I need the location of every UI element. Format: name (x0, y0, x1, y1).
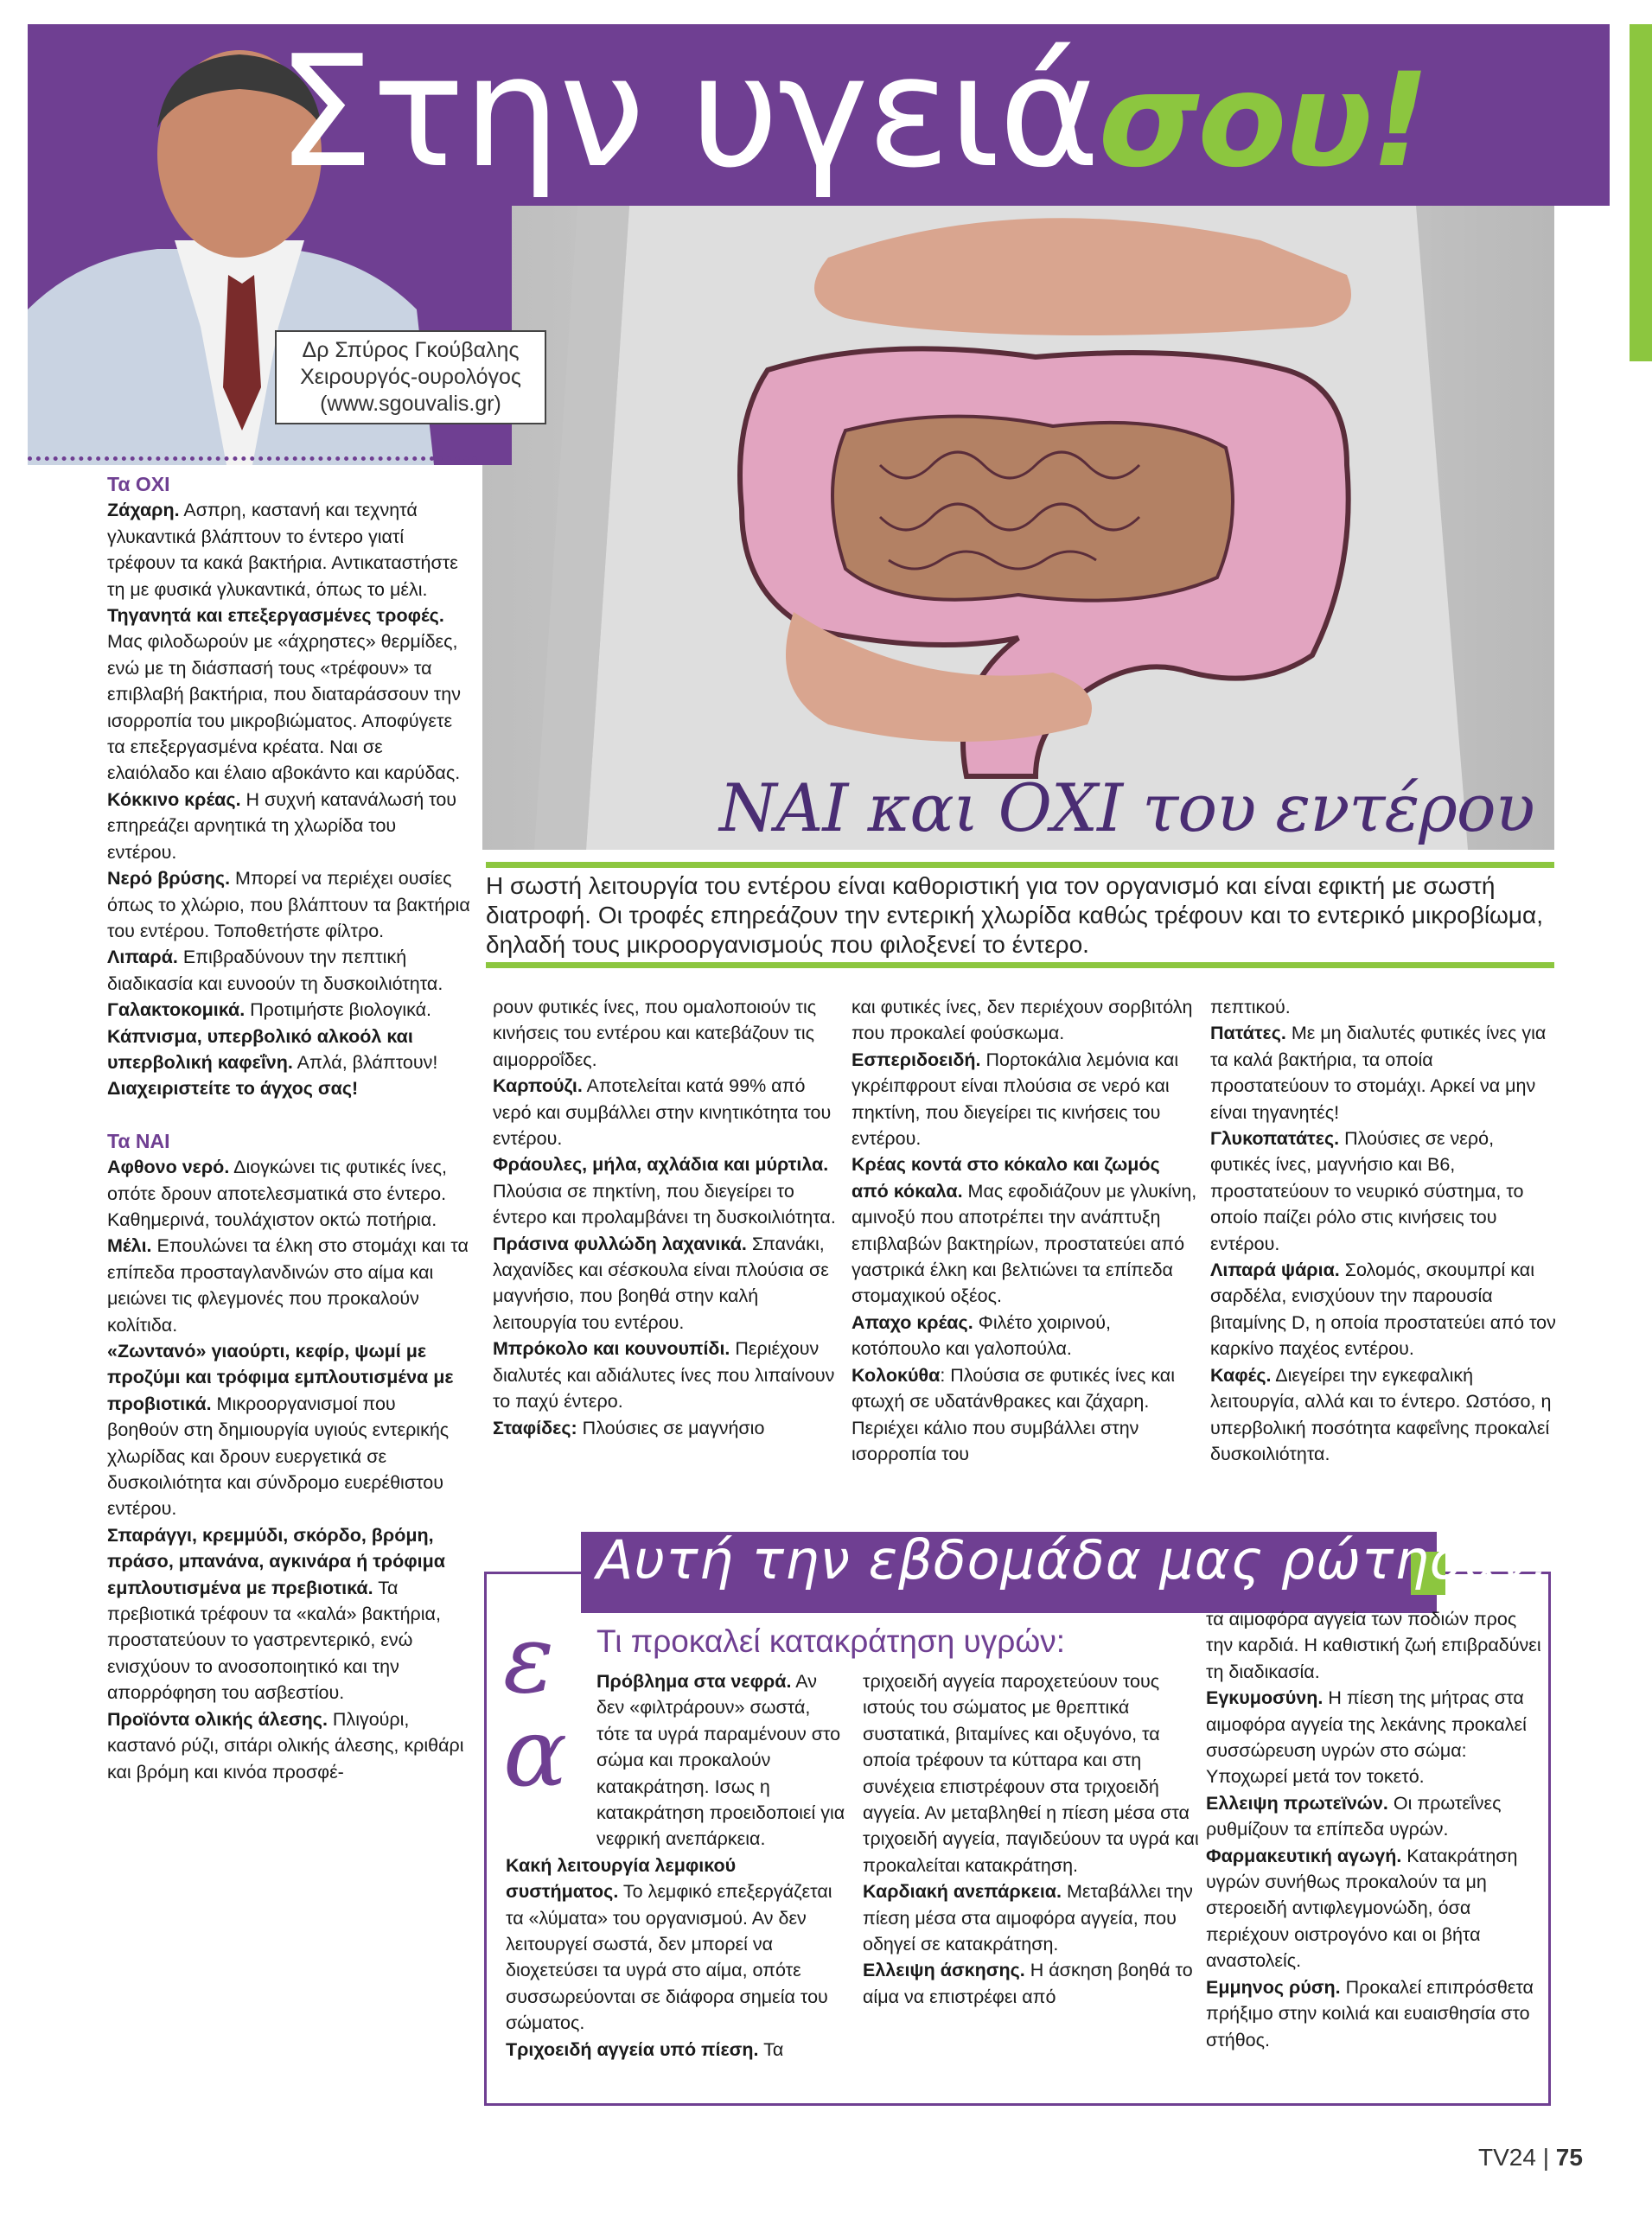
no-item: Γαλακτοκομικά. Προτιμήστε βιολογικά. (107, 999, 431, 1021)
no-item: Κόκκινο κρέας. Η συχνή κατανάλωσή του επηρεάζει αρνητικά τη χλωρίδα του εντέρου. (107, 788, 457, 863)
no-item: Νερό βρύσης. Μπορεί να περιέχει ουσίες όπως το χλώριο, που βλάπτουν τα βακτήρια του εντέρου. Τοποθετήστε φίλτρο. (107, 868, 470, 941)
qa-banner-title: Αυτή την εβδομάδα μας ρώτησαν... (596, 1528, 1585, 1591)
body-item: και φυτικές ίνες, δεν περιέχουν σορβιτόλη που προκαλεί φούσκωμα. (852, 997, 1193, 1044)
qa-item: τριχοειδή αγγεία παροχετεύουν τους ιστούς του σώματος με θρεπτικά συστατικά, βιταμίνες και οξυγόνο, τα οποία τρέφουν τα κύτταρα και στη συνέχεια επιστρέφουν στα τριχοειδή αγγεία. Αν μεταβληθεί η πίεση μέσα στα τριχοειδή αγγεία, παγιδεύουν τα υγρά και προκαλείται κατακράτηση. (863, 1671, 1199, 1876)
body-item: Λιπαρά ψάρια. Σολομός, σκουμπρί και σαρδέλα, ενισχύουν την παρουσία βιταμίνης D, η οποία προστατεύει από τον καρκίνο παχέος εντέρου. (1210, 1260, 1556, 1360)
body-item: Σταφίδες: Πλούσιες σε μαγνήσιο (493, 1417, 765, 1438)
qa-column-3 (1206, 1606, 1547, 2053)
no-item: Κάπνισμα, υπερβολικό αλκοόλ και υπερβολική καφεΐνη. Απλά, βλάπτουν! (107, 1025, 438, 1073)
body-column-2 (493, 994, 839, 1441)
qa-letter-a: α (503, 1697, 568, 1808)
magazine-name: TV24 (1478, 2144, 1536, 2171)
page-folio (1478, 2144, 1583, 2172)
yes-item: Προϊόντα ολικής άλεσης. Πλιγούρι, καστανό ρύζι, σιτάρι ολικής άλεσης, κριθάρι και βρόμη και κινόα προσφέ- (107, 1708, 464, 1783)
body-column-4 (1210, 994, 1556, 1467)
author-name: Δρ Σπύρος Γκούβαλης (302, 338, 520, 362)
yes-heading: Τα ΝΑΙ (107, 1129, 170, 1152)
no-item: Διαχειριστείτε το άγχος σας! (107, 1078, 359, 1100)
hero-photo (482, 206, 1554, 850)
qa-item: Πρόβλημα στα νεφρά. Αν δεν «φιλτράρουν» σωστά, τότε τα υγρά παραμένουν στο σώμα και προκαλούν κατακράτηση. Ισως η κατακράτηση προειδοποιεί για νεφρική ανεπάρκεια. (596, 1671, 845, 1850)
qa-column-2 (863, 1668, 1204, 2010)
page-number: 75 (1555, 2144, 1583, 2171)
deck-rule-top (486, 862, 1554, 868)
no-heading: Τα ΟΧΙ (107, 473, 170, 495)
qa-item: Κακή λειτουργία λεμφικού συστήματος. Το λεμφικό επεξεργάζεται τα «λύματα» του οργανισμού. Αν δεν λειτουργεί σωστά, δεν μπορεί να διοχετεύσει τα υγρά στο αίμα, οπότε συσσωρεύονται σε διάφορα σημεία του σώματος. (506, 1854, 832, 2034)
qa-item: Εμμηνος ρύση. Προκαλεί επιπρόσθετα πρήξιμο στην κοιλιά και ευαισθησία στο στήθος. (1206, 1976, 1534, 2050)
body-item: Κολοκύθα: Πλούσια σε φυτικές ίνες και φτωχή σε υδατάνθρακες και ζάχαρη. Περιέχει κάλιο που συμβάλλει στην ισορροπία του (852, 1364, 1176, 1464)
yes-item: Σπαράγγι, κρεμμύδι, σκόρδο, βρόμη, πράσο, μπανάνα, αγκινάρα ή τρόφιμα εμπλουτισμένα με πρεβιοτικά. Τα πρεβιοτικά τρέφουν τα «καλά» βακτήρια, προστατεύουν το γαστρεντερικό, ενώ ενισχύουν το ανοσοποιητικό και την απορρόφηση του ασβεστίου. (107, 1524, 445, 1704)
qa-item: Ελλειψη άσκησης. Η άσκηση βοηθά το αίμα να επιστρέφει από (863, 1960, 1193, 2007)
article-deck: Η σωστή λειτουργία του εντέρου είναι καθοριστική για τον οργανισμό και είναι εφικτή με σωστή διατροφή. Οι τροφές επηρεάζουν την εντερική χλωρίδα καθώς τρέφουν και το εντερικό μικροβίωμα, δηλαδή τους μικροοργανισμούς που φιλοξενεί το έντερο. (486, 872, 1544, 958)
qa-item: Εγκυμοσύνη. Η πίεση της μήτρας στα αιμοφόρα αγγεία της λεκάνης προκαλεί συσσώρευση υγρών στο σώμα: Υποχωρεί μετά τον τοκετό. (1206, 1687, 1527, 1788)
body-item: πεπτικού. (1210, 997, 1291, 1017)
qa-letter-e: ε (503, 1604, 555, 1714)
qa-item: Καρδιακή ανεπάρκεια. Μεταβάλλει την πίεση μέσα στα αιμοφόρα αγγεία, που οδηγεί σε κατακράτηση. (863, 1881, 1193, 1955)
no-item: Τηγανητά και επεξεργασμένες τροφές. Μας φιλοδωρούν με «άχρηστες» θερμίδες, ενώ με τη διάσπασή τους «τρέφουν» τα επιβλαβή βακτήρια, που διαταράσσουν την ισορροπία του μικροβιώματος. Αποφύγετε τα επεξεργασμένα κρέατα. Ναι σε ελαιόλαδο και έλαιο αβοκάντο και καρύδας. (107, 605, 461, 784)
body-item: Πράσινα φυλλώδη λαχανικά. Σπανάκι, λαχανίδες και σέσκουλα είναι πλούσια σε μαγνήσιο, που βοηθά στην καλή λειτουργία του εντέρου. (493, 1233, 829, 1333)
folio-separator: | (1542, 2144, 1549, 2171)
yes-item: Αφθονο νερό. Διογκώνει τις φυτικές ίνες, οπότε δρουν αποτελεσματικά στο έντερο. Καθημερινά, τουλάχιστον οκτώ ποτήρια. (107, 1157, 447, 1230)
author-role: Χειρουργός-ουρολόγος (300, 365, 521, 389)
qa-item: Φαρμακευτική αγωγή. Κατακράτηση υγρών συνήθως προκαλούν τα μη στεροειδή αντιφλεγμονώδη, όσα περιέχουν οιστρογόνο και οι βήτα αναστολείς. (1206, 1845, 1518, 1972)
title-main: Στην υγειά (277, 22, 1099, 201)
article-title: ΝΑΙ και ΟΧΙ του εντέρου (719, 769, 1534, 846)
no-item: Ζάχαρη. Ασπρη, καστανή και τεχνητά γλυκαντικά βλάπτουν το έντερο γιατί τρέφουν τα κακά βακτήρια. Αντικαταστήστε τη με φυσικά γλυκαντικά, όπως το μέλι. (107, 500, 458, 600)
body-item: Εσπεριδοειδή. Πορτοκάλια λεμόνια και γκρέιπφρουτ είναι πλούσια σε νερό και πηκτίνη, που διεγείρει τις κινήσεις του εντέρου. (852, 1049, 1179, 1150)
yes-item: Μέλι. Επουλώνει τα έλκη στο στομάχι και τα επίπεδα προσταγλανδινών στο αίμα και μειώνει τις φλεγμονές που προκαλούν κολίτιδα. (107, 1235, 469, 1336)
qa-column-1 (506, 1668, 847, 2063)
body-item: Καρπούζι. Αποτελείται κατά 99% από νερό και συμβάλλει στην κινητικότητα του εντέρου. (493, 1075, 832, 1150)
body-item: Μπρόκολο και κουνουπίδι. Περιέχουν διαλυτές και αδιάλυτες ίνες που λιπαίνουν το παχύ έντερο. (493, 1338, 835, 1413)
body-column-3 (852, 994, 1197, 1467)
body-item: ρουν φυτικές ίνες, που ομαλοποιούν τις κινήσεις του εντέρου και κατεβάζουν τις αιμορροΐδες. (493, 997, 817, 1070)
body-item: Απαχο κρέας. Φιλέτο χοιρινού, κοτόπουλο και γαλοπούλα. (852, 1311, 1111, 1360)
body-item: Φράουλες, μήλα, αχλάδια και μύρτιλα. Πλούσια σε πηκτίνη, που διεγείρει το έντερο και προλαμβάνει τη δυσκοιλιότητα. (493, 1154, 836, 1228)
qa-item: τα αιμοφόρα αγγεία των ποδιών προς την καρδιά. Η καθιστική ζωή επιβραδύνει τη διαδικασία. (1206, 1609, 1541, 1682)
left-column (107, 471, 470, 1785)
body-item: Πατάτες. Με μη διαλυτές φυτικές ίνες για τα καλά βακτήρια, τα οποία προστατεύουν το στομάχι. Αρκεί να μην είναι τηγανητές! (1210, 1023, 1547, 1123)
green-edge-strip (1630, 24, 1652, 361)
title-accent: σου! (1098, 46, 1429, 196)
yes-item: «Ζωντανό» γιαούρτι, κεφίρ, ψωμί με προζύμι και τρόφιμα εμπλουτισμένα με προβιοτικά. Μικροοργανισμοί που βοηθούν στη δημιουργία υγιούς εντερικής χλωρίδας και δρουν ευεργετικά σε δυσκοιλιότητα και σύνδρομο ευερέθιστου εντέρου. (107, 1341, 454, 1520)
author-site: (www.sgouvalis.gr) (320, 392, 501, 416)
body-item: Καφές. Διεγείρει την εγκεφαλική λειτουργία, αλλά και το έντερο. Ωστόσο, η υπερβολική ποσότητα καφεΐνης προκαλεί δυσκοιλιότητα. (1210, 1364, 1552, 1464)
dotted-divider (28, 456, 477, 461)
page-title (277, 22, 1429, 207)
qa-item: Ελλειψη πρωτεϊνών. Οι πρωτεΐνες ρυθμίζουν τα επίπεδα υγρών. (1206, 1792, 1502, 1840)
author-box (275, 330, 546, 424)
qa-item: Τριχοειδή αγγεία υπό πίεση. Τα (506, 2038, 784, 2060)
body-item: Γλυκοπατάτες. Πλούσιες σε νερό, φυτικές ίνες, μαγνήσιο και Β6, προστατεύουν το νευρικό σύστημα, το οποίο παίζει ρόλο στις κινήσεις του εντέρου. (1210, 1128, 1524, 1254)
qa-question: Τι προκαλεί κατακράτηση υγρών: (596, 1623, 1066, 1659)
body-item: Κρέας κοντά στο κόκαλο και ζωμός από κόκαλα. Μας εφοδιάζουν με γλυκίνη, αμινοξύ που αποτρέπει την ανάπτυξη επιβλαβών βακτηρίων, προστατεύει από γαστρικά έλκη και βελτιώνει τα επίπεδα στομαχικού οξέος. (852, 1154, 1197, 1307)
no-item: Λιπαρά. Επιβραδύνουν την πεπτική διαδικασία και ευνοούν τη δυσκοιλιότητα. (107, 947, 443, 994)
deck-rule-bottom (486, 962, 1554, 968)
